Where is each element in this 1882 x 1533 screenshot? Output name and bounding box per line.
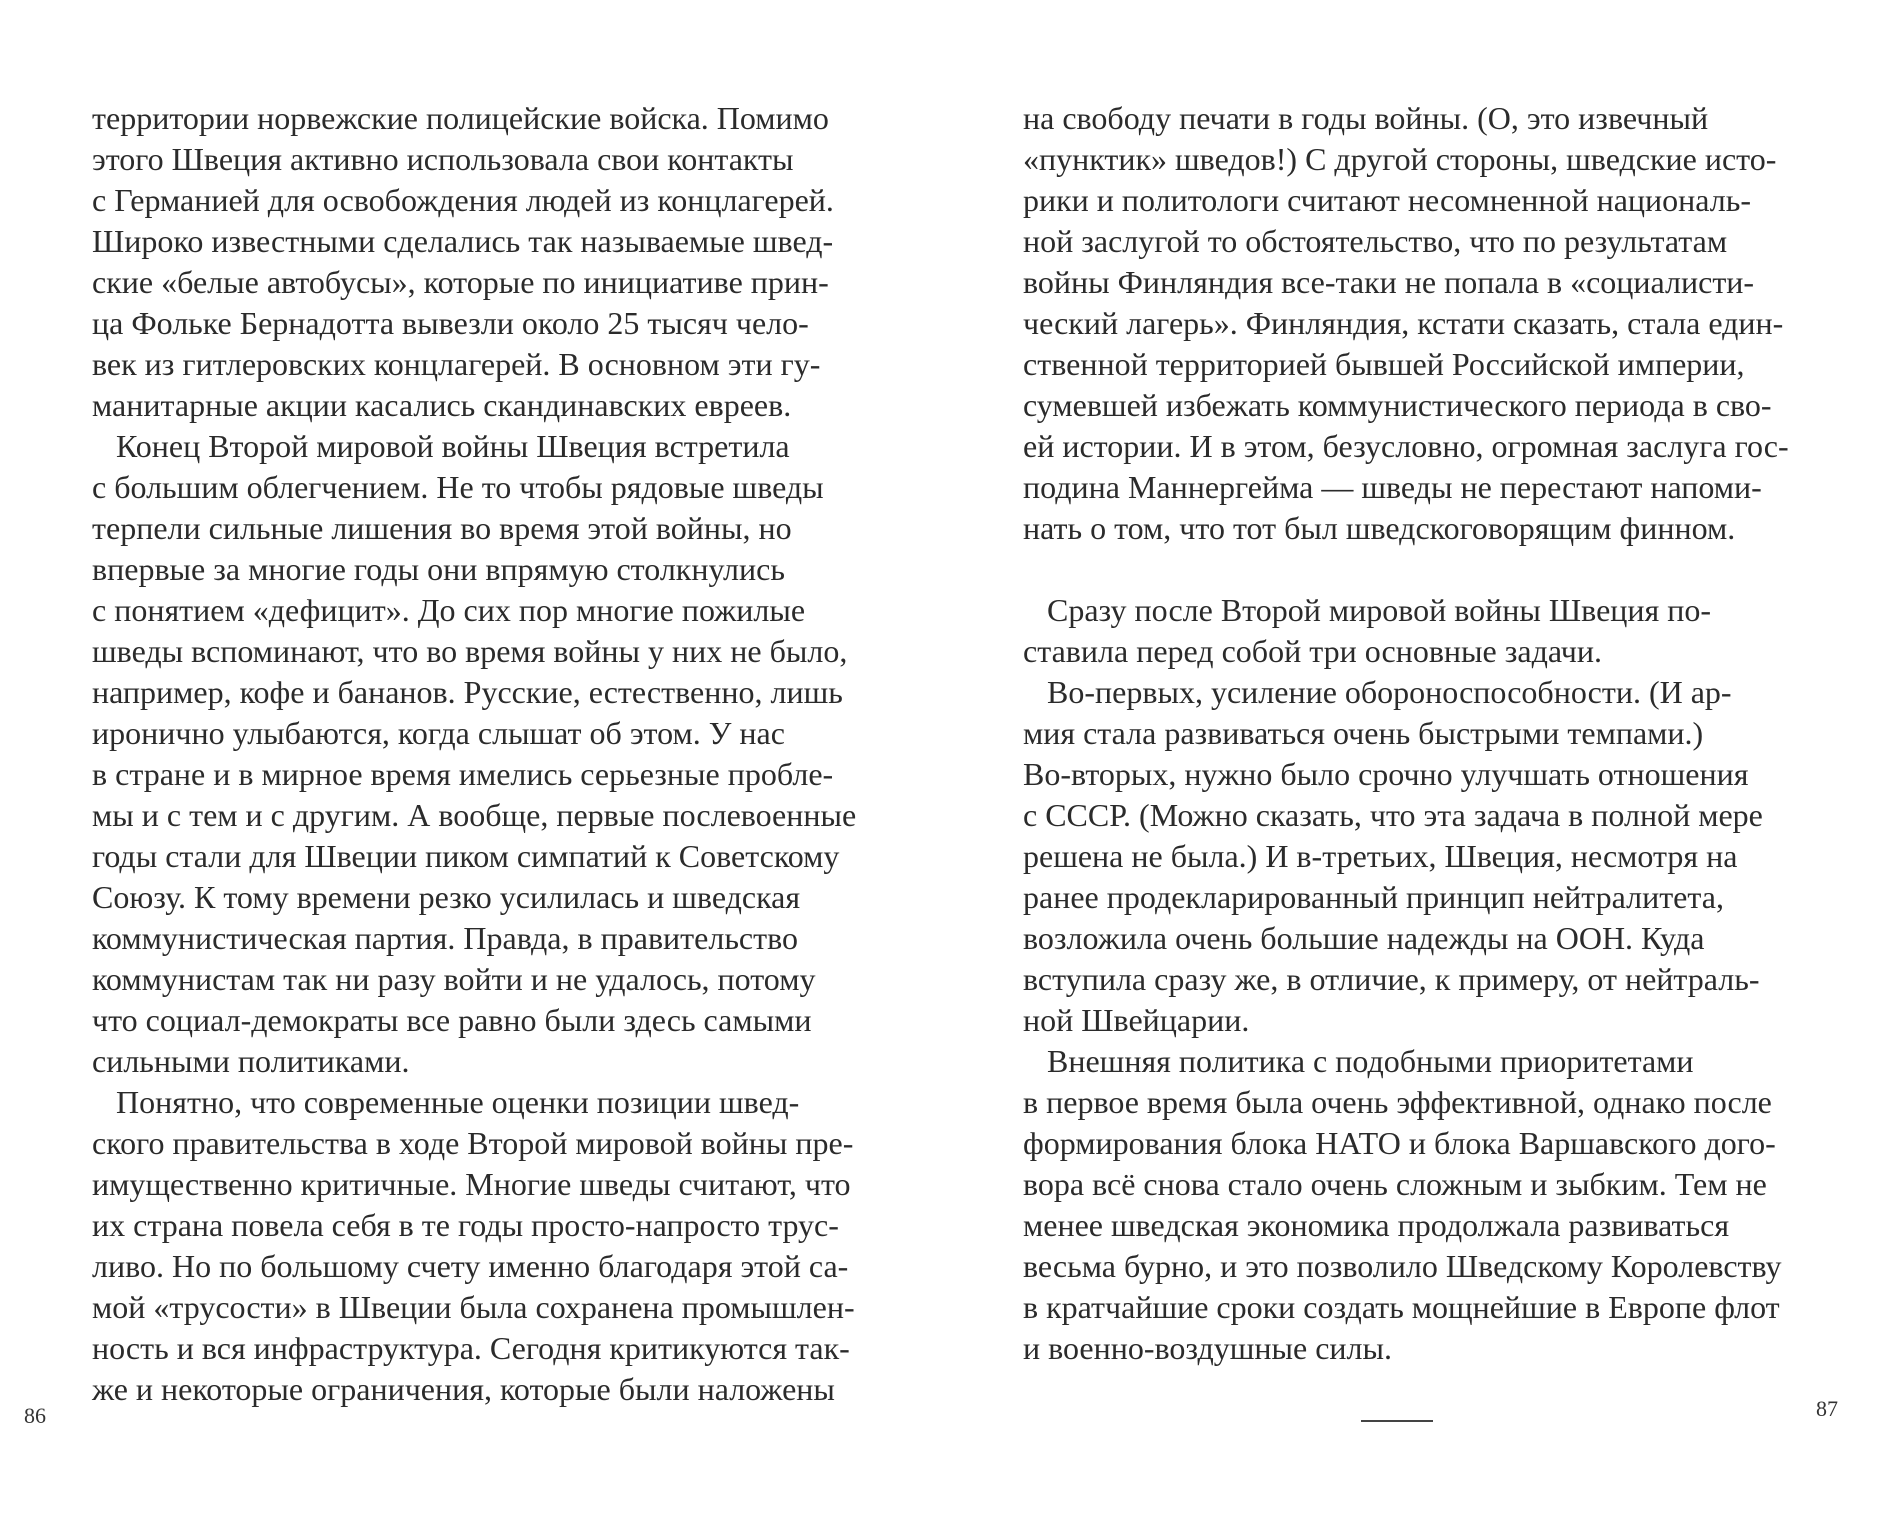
text-line: Внешняя политика с подобными приоритетами — [1023, 1043, 1694, 1079]
text-line: в первое время была очень эффективной, однако после — [1023, 1084, 1772, 1120]
text-line: мы и с тем и с другим. А вообще, первые послевоенные — [92, 797, 857, 833]
text-line: с понятием «дефицит». До сих пор многие пожилые — [92, 592, 806, 628]
text-line: возложила очень большие надежды на ООН. Куда — [1023, 920, 1705, 956]
right-page-number: 87 — [1816, 1396, 1838, 1421]
left-page-text — [92, 98, 857, 1410]
text-line: иронично улыбаются, когда слышат об этом. У нас — [92, 715, 785, 751]
text-line: ческий лагерь». Финляндия, кстати сказать, стала един- — [1023, 305, 1784, 341]
text-line: что социал-демократы все равно были здесь самыми — [92, 1002, 812, 1038]
text-line: и военно-воздушные силы. — [1023, 1330, 1393, 1366]
text-line: формирования блока НАТО и блока Варшавского дого- — [1023, 1125, 1776, 1161]
text-line: войны Финляндия все-таки не попала в «социалисти- — [1023, 264, 1755, 300]
right-page-text-top — [1023, 98, 1789, 549]
text-line: на свободу печати в годы войны. (О, это извечный — [1023, 100, 1709, 136]
text-line: манитарные акции касались скандинавских евреев. — [92, 387, 792, 423]
text-line: Понятно, что современные оценки позиции швед- — [92, 1084, 800, 1120]
text-line: вступила сразу же, в отличие, к примеру, от нейтраль- — [1023, 961, 1760, 997]
text-line: «пунктик» шведов!) С другой стороны, шведские исто- — [1023, 141, 1777, 177]
text-line: рики и политологи считают несомненной националь- — [1023, 182, 1751, 218]
text-line: Конец Второй мировой войны Швеция встретила — [92, 428, 790, 464]
text-line: сильными политиками. — [92, 1043, 410, 1079]
text-line: Во-первых, усиление обороноспособности. (И ар- — [1023, 674, 1732, 710]
text-line: ей истории. И в этом, безусловно, огромная заслуга гос- — [1023, 428, 1789, 464]
text-line: нать о том, что тот был шведскоговорящим финном. — [1023, 510, 1736, 546]
text-line: подина Маннергейма — шведы не перестают напоми- — [1023, 469, 1762, 505]
text-line: с большим облегчением. Не то чтобы рядовые шведы — [92, 469, 824, 505]
text-line: ной заслугой то обстоятельство, что по результатам — [1023, 223, 1728, 259]
text-line: ственной территорией бывшей Российской империи, — [1023, 346, 1745, 382]
text-line: впервые за многие годы они впрямую столкнулись — [92, 551, 785, 587]
text-line: век из гитлеровских концлагерей. В основном эти гу- — [92, 346, 821, 382]
text-line: терпели сильные лишения во время этой войны, но — [92, 510, 792, 546]
text-line: этого Швеция активно использовала свои контакты — [92, 141, 794, 177]
text-line: же и некоторые ограничения, которые были наложены — [92, 1371, 835, 1407]
text-line: ские «белые автобусы», которые по инициативе прин- — [92, 264, 829, 300]
text-line: ранее продекларированный принцип нейтралитета, — [1023, 879, 1724, 915]
text-line: территории норвежские полицейские войска. Помимо — [92, 100, 829, 136]
text-line: ной Швейцарии. — [1023, 1002, 1250, 1038]
text-line: с Германией для освобождения людей из концлагерей. — [92, 182, 834, 218]
text-line: в стране и в мирное время имелись серьезные пробле- — [92, 756, 834, 792]
text-line: ца Фольке Бернадотта вывезли около 25 тысяч чело- — [92, 305, 809, 341]
text-line: в кратчайшие сроки создать мощнейшие в Европе флот — [1023, 1289, 1780, 1325]
right-page-text — [1023, 98, 1789, 1369]
left-page-number: 86 — [24, 1403, 46, 1428]
text-line: их страна повела себя в те годы просто-напросто трус- — [92, 1207, 839, 1243]
right-page-text-bottom — [1023, 590, 1782, 1369]
text-line: с СССР. (Можно сказать, что эта задача в полной мере — [1023, 797, 1763, 833]
text-line: мия стала развиваться очень быстрыми темпами.) — [1023, 715, 1704, 751]
text-line: коммунистам так ни разу войти и не удалось, потому — [92, 961, 816, 997]
text-line: например, кофе и бананов. Русские, естественно, лишь — [92, 674, 843, 710]
text-line: Широко известными сделались так называемые швед- — [92, 223, 834, 259]
text-line: годы стали для Швеции пиком симпатий к Советскому — [92, 838, 840, 874]
text-line: имущественно критичные. Многие шведы считают, что — [92, 1166, 851, 1202]
text-line: сумевшей избежать коммунистического периода в сво- — [1023, 387, 1772, 423]
section-break — [1023, 549, 1773, 590]
text-line: ставила перед собой три основные задачи. — [1023, 633, 1603, 669]
text-line: ность и вся инфраструктура. Сегодня критикуются так- — [92, 1330, 850, 1366]
text-line: ливо. Но по большому счету именно благодаря этой са- — [92, 1248, 849, 1284]
text-line: Сразу после Второй мировой войны Швеция по- — [1023, 592, 1712, 628]
text-line: Во-вторых, нужно было срочно улучшать отношения — [1023, 756, 1749, 792]
text-line: ского правительства в ходе Второй мировой войны пре- — [92, 1125, 854, 1161]
text-line: Союзу. К тому времени резко усилилась и шведская — [92, 879, 801, 915]
text-line: мой «трусости» в Швеции была сохранена промышлен- — [92, 1289, 855, 1325]
text-line: решена не была.) И в-третьих, Швеция, несмотря на — [1023, 838, 1738, 874]
right-page — [941, 0, 1882, 1533]
text-line: вора всё снова стало очень сложным и зыбким. Тем не — [1023, 1166, 1767, 1202]
text-line: коммунистическая партия. Правда, в правительство — [92, 920, 798, 956]
text-line: шведы вспоминают, что во время войны у них не было, — [92, 633, 848, 669]
text-line: менее шведская экономика продолжала развиваться — [1023, 1207, 1730, 1243]
text-line: весьма бурно, и это позволило Шведскому Королевству — [1023, 1248, 1782, 1284]
footer-rule — [1361, 1420, 1433, 1422]
